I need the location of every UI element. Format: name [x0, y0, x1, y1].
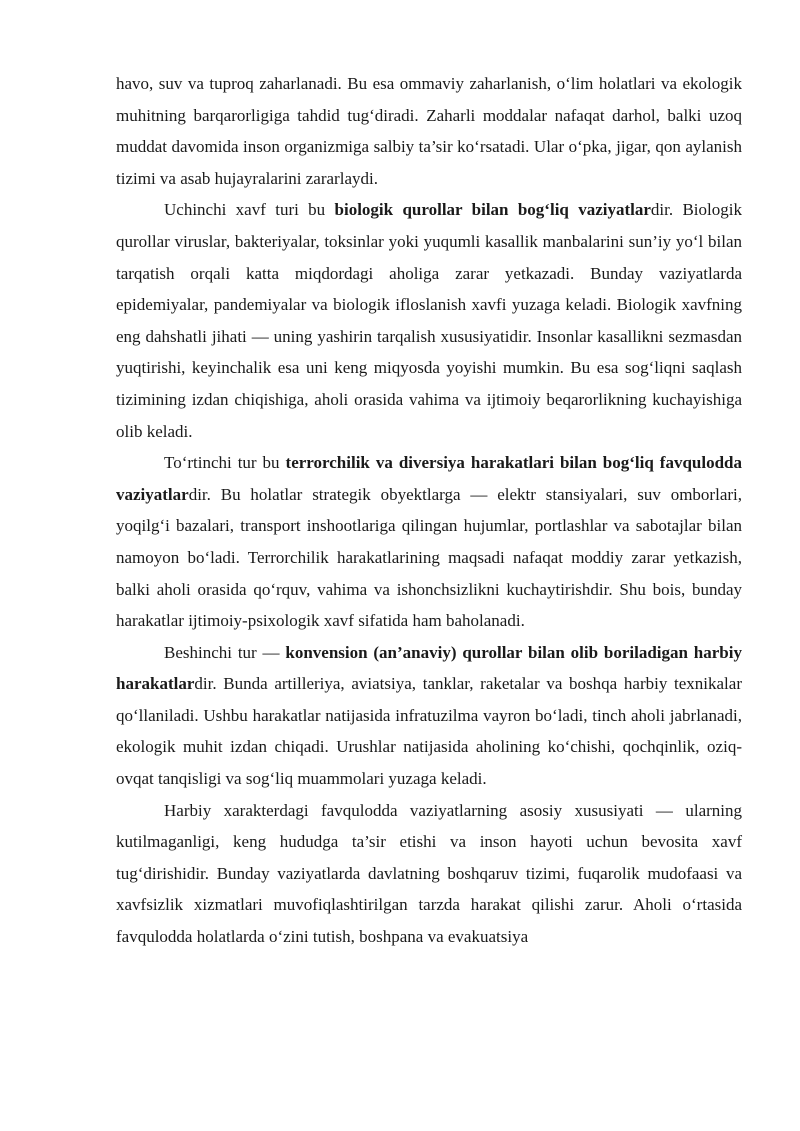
paragraph-biological-weapons: [116, 194, 742, 447]
paragraph-text: dir. Bunda artilleriya, aviatsiya, tanklar, raketalar va boshqa harbiy texnikalar qo‘llaniladi. Ushbu harakatlar natijasida infratuzilma vayron bo‘ladi, tinch aholi jabrlanadi, ekologik muhit izdan chiqadi. Urushlar natijasida aholining ko‘chishi, qochqinlik, oziq-ovqat tanqisligi va sog‘liq muammolari yuzaga keladi.: [116, 674, 742, 789]
paragraph-terrorism: [116, 447, 742, 637]
paragraph-text: dir. Biologik qurollar viruslar, bakteriyalar, toksinlar yoki yuqumli kasallik manbalarini sun’iy yo‘l bilan tarqatish orqali katta miqdordagi aholiga zarar yetkazadi. Bunday vaziyatlarda epidemiyalar, pandemiyalar va biologik ifloslanish xavfi yuzaga keladi. Biologik xavfning eng dahshatli jihati — uning yashirin tarqalish xususiyatidir. Insonlar kasallikni sezmasdan yuqtirishi, keyinchalik esa uni keng miqyosda yoyishi mumkin. Bu esa sog‘liqni saqlash tizimining izdan chiqishiga, aholi orasida vahima va ijtimoiy beqarorlikning kuchayishiga olib keladi.: [116, 200, 742, 441]
paragraph-conventional-weapons: [116, 637, 742, 795]
bold-term: terrorchilik va diversiya harakatlari bilan bog‘liq favqulodda vaziyatlar: [116, 453, 742, 504]
bold-term: biologik qurollar bilan bog‘liq vaziyatlar: [334, 200, 651, 220]
paragraph-text: Uchinchi xavf turi bu: [164, 200, 335, 220]
paragraph-text: havo, suv va tuproq zaharlanadi. Bu esa ommaviy zaharlanish, o‘lim holatlari va ekologik muhitning barqarorligiga tahdid tug‘diradi. Zaharli moddalar nafaqat darhol, balki uzoq muddat davomida inson organizmiga salbiy ta’sir ko‘rsatadi. Ular o‘pka, jigar, qon aylanish tizimi va asab hujayralarini zararlaydi.: [116, 74, 742, 188]
bold-term: konvension (an’anaviy) qurollar bilan olib boriladigan harbiy harakatlar: [116, 642, 742, 694]
paragraph-toxic-effects: [116, 68, 742, 194]
paragraph-text: Harbiy xarakterdagi favqulodda vaziyatlarning asosiy xususiyati — ularning kutilmaganligi, keng hududga ta’sir etishi va inson hayoti uchun bevosita xavf tug‘dirishidir. Bunday vaziyatlarda davlatning boshqaruv tizimi, fuqarolik mudofaasi va xavfsizlik xizmatlari muvofiqlashtirilgan tarzda harakat qilishi zarur. Aholi o‘rtasida favqulodda holatlarda o‘zini tutish, boshpana va evakuatsiya: [116, 800, 742, 947]
document-body: [116, 68, 742, 953]
paragraph-text: To‘rtinchi tur bu: [164, 453, 286, 473]
paragraph-text: dir. Bu holatlar strategik obyektlarga — elektr stansiyalari, suv omborlari, yoqilg‘i bazalari, transport inshootlariga qilingan hujumlar, portlashlar va sabotajlar bilan namoyon bo‘ladi. Terrorchilik harakatlarining maqsadi nafaqat moddiy zarar yetkazish, balki aholi orasida qo‘rquv, vahima va ishonchsizlikni kuchaytirishdir. Shu bois, bunday harakatlar ijtimoiy-psixologik xavf sifatida ham baholanadi.: [116, 484, 742, 631]
paragraph-military-emergencies: [116, 795, 742, 953]
paragraph-text: Beshinchi tur —: [164, 642, 286, 662]
